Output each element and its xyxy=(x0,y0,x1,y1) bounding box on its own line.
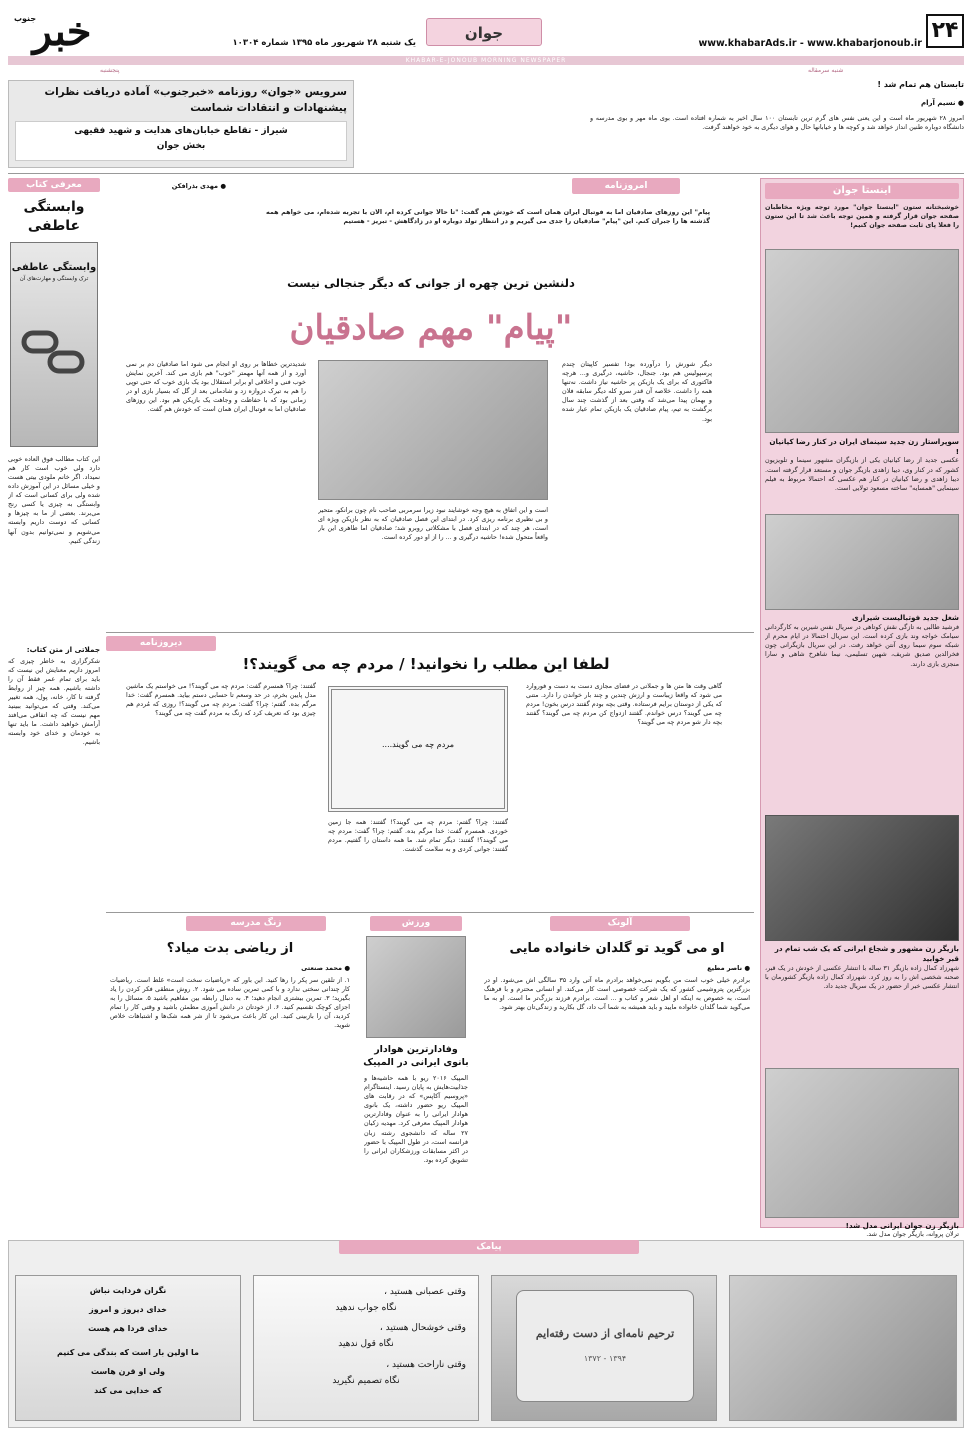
sport-body: المپیک ۲۰۱۶ ریو با همه حاشیه‌ها و جذابیت‌هایش به پایان رسید. اینستاگرام «پروسیم آکاپس» که در رقابت های المپیک ریو حضور داشته، یک بانوی هوادار ایرانی را به عنوان وفادارترین هوادار المپیک معرفی کرد. مهدیه زکیان ۲۷ ساله که دانشجوی رشته زبان فرانسه است، در طول المپیک با حضور در اکثر مسابقات ورزشکاران ایرانی را تشویق کرده بود. xyxy=(364,1074,468,1164)
school-section xyxy=(106,916,354,1232)
yesterday-headline: لطفا این مطلب را نخوانید! / مردم چه می گویند؟! xyxy=(242,655,610,673)
school-body: ۱. از تلقین سر پکر را رها کنید. این باور که «ریاضیات سخت است» غلط است. ریاضیات کار چندانی سختی ندارد و با کمی تمرین ساده می شود. ۲. روش منطقی فکر کردن را یاد بگیرید؛ ۳. تمرین بیشتری انجام دهید؛ ۴. به دنبال رابطه بین مفاهیم باشید ۵. مسائل را به اجزای کوچک تقسیم کنید. ۶. از خودتان در دانش آموزی مطمئن باشید و وقتی کار را تمام کردید، آن را بازبینی کنید. این کار باعث می‌شود تا از شر همه شک‌ها و اشتباهات خلاص شوید. xyxy=(110,976,350,1030)
school-tag: زنگ مدرسه xyxy=(186,916,326,931)
card2-line-4: وقتی ناراحت هستید ، xyxy=(386,1359,466,1370)
messages-section xyxy=(8,1240,964,1428)
divider-mid2 xyxy=(106,912,754,913)
editorial-title: تابستان هم تمام شد ! xyxy=(877,80,964,89)
today-body-mid: است و این اتفاق به هیچ وجه خوشایند نبود زیرا سرمربی صاحب نام چون برانکو، متحیر و بی نظیری برنامه ریزی کرد. در ابتدای این فصل صادقیان که به نظر بازیکن ویژه ای است، هر چند که در ابتدای فصل با مشکلاتی روبرو شد؛ صادقیان اما طاهری این بار واقعاً متحول شده! حاشیه درگیری و ... را از او دور کرده است. xyxy=(318,506,548,542)
book-quote-title: جملاتی از متن کتاب: xyxy=(26,644,100,654)
today-player-photo xyxy=(318,360,548,500)
notice-line1: سرویس «جوان» روزنامه «خبرجنوب» آماده دریافت نظرات xyxy=(44,86,347,98)
insta-intro: خوشبختانه ستون "اینستا جوان" مورد توجه ویژه مخاطبان صفحه جوان قرار گرفته و همین توجه باعث شد تا این ستون را فعلا پای ثابت صفحه جوان کنیم! xyxy=(765,203,959,230)
card1-line-0: نگران فردایت نباش xyxy=(89,1286,167,1295)
insta-photo-1 xyxy=(765,249,959,433)
yesterday-body-left: گفتند: چرا؟ همسرم گفت: مردم چه می گویند؟! می خواستم یک ماشین مدل پایین بخرم، در حد وسعم تا حسابی دستم بیاید. همسرم گفت: خدا مرگم بده. گفتم: چرا؟ گفت: مردم چه می گویند؟! روزی که مُردم هم چیزی بود که تعریف کرد که زنگ به مردم گفت چه می گویند؟ xyxy=(126,682,316,718)
card2-line-1: نگاه جواب ندهید xyxy=(335,1303,397,1314)
card2-line-2: وقتی خوشحال هستید ، xyxy=(379,1323,466,1334)
right-label: شنبه سرمقاله xyxy=(808,67,844,74)
card1-line-2: خدای فردا هم هست xyxy=(88,1323,168,1333)
card2-line-3: نگاه قول ندهید xyxy=(338,1339,394,1350)
today-author-name: مهدی بذرافکن xyxy=(171,182,219,190)
left-label: پنجشنبه xyxy=(100,67,120,74)
yesterday-frame-text: مردم چه می گویند.... xyxy=(382,740,454,749)
divider-top xyxy=(8,173,964,174)
insta-photo-2 xyxy=(765,514,959,610)
card1-line-3: ما اولین بار است که بندگی می کنیم xyxy=(57,1348,199,1358)
divider-mid1 xyxy=(106,632,754,633)
sport-section xyxy=(360,916,472,1232)
today-quote: پیام" این روزهای صادقیان اما به فوتبال ایران همان است که خودش هم گفت: "تا حالا جوانی کرده ام، الان با تجربه شده‌ام، می خواهم همه گذشته ها را جبران کنم. این "پیام" صادقیان را جدی می گیریم و در انتظار تولد دوباره او در زادگاهش - تبریز - هستیم xyxy=(266,208,710,226)
yesterday-tag: دیروزنامه xyxy=(106,636,216,651)
aloneg-author: ● ناصر مطیع xyxy=(707,964,750,972)
notice-address: شیراز - تقاطع خیابان‌های هدایت و شهید فقیهی xyxy=(74,126,288,137)
insta-item4-body: ترلان پروانه، بازیگر جوان مدل شد. xyxy=(866,1230,959,1239)
logo-text: خبر xyxy=(32,8,92,55)
website-urls[interactable]: www.khabarAds.ir - www.khabarjonoub.ir xyxy=(698,38,922,49)
sport-photo xyxy=(366,936,466,1038)
issue-date: یک شنبه ۲۸ شهریور ماه ۱۳۹۵ شماره ۱۰۳۰۴ xyxy=(232,38,416,48)
insta-item3-body: شهرزاد کمال زاده بازیگر ۳۱ ساله با انتشار عکسی از خودش در یک قبر، صحنه شخصی اش را به روز کرد. شهرزاد کمال زاده بازیگر کشورمان با انتشار عکسی خبر از حضور در یک سریال جدید داد. xyxy=(765,963,959,990)
yesterday-body-right: گاهی وقت ها متن ها و جملاتی در فضای مجازی دست به دست و فوروارد می شود که واقعا زیباست و ارزش چندین و چند بار خواندن را دارد. متنی که یکی از دوستان برایم فرستاده. وقتی بچه بودم گفتند درس بخون! مردم چه می گویند؟ درس خواندم. گفتند ازدواج کن مردم چه می گویند؟ گفتند بچه دار شو مردم چه می گویند؟ xyxy=(526,682,722,727)
message-card-4 xyxy=(729,1275,957,1421)
aloneg-headline: او می گوید تو گلدان خانواده مایی xyxy=(509,941,725,956)
notice-box xyxy=(8,80,354,168)
page-number: ۲۴ xyxy=(926,14,964,48)
insta-item4-title: بازیگر زن جوان ایرانی مدل شد! xyxy=(845,1220,959,1230)
school-headline: از ریاضی بدت میاد؟ xyxy=(166,941,294,956)
aloneg-section xyxy=(480,916,754,1232)
school-author: ● محمد صنعتی xyxy=(301,964,350,972)
insta-photo-3 xyxy=(765,815,959,941)
book-cover-sub: ترک وابستگی و مهارت‌های آن xyxy=(19,276,89,283)
notice-line2: پیشنهادات و انتقادات شماست xyxy=(190,102,347,115)
card3-years: ۱۳۷۲ - ۱۳۹۴ xyxy=(583,1353,627,1363)
aloneg-body: برادرم خیلی خوب است من بگویم نمی‌خواهد برادرم ماه آتی وارد ۳۵ سالگی اش می‌شود. او در بزرگترین پتروشیمی کشور که یک شرکت خصوصی است کار می‌کند. او انسانی محترم و با فرهنگ است، به خصوص به اینکه او اهل شعر و کتاب و ... است. برادرم فرزند بزرگ‌تر ما است. او به ما می‌گوید شما گلدان خانواده مایید و باید همیشه به شما آب داد، گل بکارید و زندگی‌تان بهتر شود. xyxy=(484,976,750,1012)
today-tag: امروزنامه xyxy=(572,178,680,194)
card1-line-1: خدای دیروز و امروز xyxy=(89,1304,167,1314)
card2-line-5: نگاه تصمیم نگیرید xyxy=(332,1375,400,1386)
messages-tag: پیامک xyxy=(339,1240,639,1254)
book-cover xyxy=(10,242,98,447)
sport-tag: ورزش xyxy=(370,916,462,931)
card2-line-0: وقتی عصبانی هستید ، xyxy=(384,1287,466,1297)
logo xyxy=(8,10,116,58)
book-tag: معرفی کتاب xyxy=(8,178,100,192)
insta-column xyxy=(760,178,964,1239)
insta-item3-title: بازیگر زن مشهور و شجاع ایرانی که یک شب تمام در قبر خوابید xyxy=(774,944,959,963)
card1-line-4: ولی او قرن هاست xyxy=(90,1367,166,1377)
insta-item2-title: شغل جدید فوتبالیست شیرازی xyxy=(852,613,959,623)
today-headline: "پیام" مهم صادقیان xyxy=(289,308,573,348)
message-card-3 xyxy=(491,1275,717,1421)
logo-sub: جنوب xyxy=(14,14,37,23)
insta-item1-title: سوپراستار زن جدید سینمای ایران در کنار رضا کیانیان ! xyxy=(769,437,959,456)
today-section xyxy=(106,178,754,626)
card3-text: ترحیم نامه‌ای از دست رفته‌ایم xyxy=(535,1327,675,1340)
book-body: این کتاب مطالب فوق العاده خوبی دارد ولی خوب است کار هم نمیداد. اگر خانم ملودی بیتی هست و خیلی مسائل در این آموزش داده شده ولی برای کسانی است که از وابستگی به چیزی یا کسی رنج می‌برند. بعضی از ما به چیزها و کسانی که دوست داریم وابسته می‌شویم و نمی‌توانیم بدون آنها زندگی کنیم. xyxy=(8,454,100,545)
editorial xyxy=(590,80,964,168)
card1-line-5: که خدایی می کند xyxy=(94,1385,162,1395)
chain-icon xyxy=(20,323,90,383)
insta-item1-body: عکسی جدید از رضا کیانیان یکی از بازیگران مشهور سینما و تلویزیون کشور که در کنار وی، دیبا زاهدی بازیگر جوان و مستعد قرار گرفته است. دیبا زاهدی و رضا کیانیان در کنار هم عکسی که احتمالا مربوط به فیلم سینمایی "همسایه" ساخته مسعود تولایی است. xyxy=(765,456,959,492)
editorial-author-name: نسیم آرام xyxy=(920,98,956,107)
yesterday-body-mid: گفتند: چرا؟ گفتم: مردم چه می گویند؟! گفتند: همه جا زمین خوردی. همسرم گفت: خدا مرگم بده. گفتم: چرا؟ گفت: مردم چه می گویند؟! گفتند: دیگر تمام شد. ما همه داستان را گفتیم. مردم گفتند: جوانی کردی و به سلامت گذشت. xyxy=(328,818,508,854)
book-cover-title: وابستگی عاطفی xyxy=(11,261,97,273)
notice-dept: بخش جوان xyxy=(156,141,206,152)
message-card-1 xyxy=(15,1275,241,1421)
today-body-right: دیگر شورش را درآورده بود! تفسیر کاپیتان چندم پرسپولیس هم بود. جنجال، حاشیه، درگیری و... هرچه فاکتوری که برای یک بازیکن پر حاشیه نیاز داشت. نه‌تنها همه را داشت. خلاصه آن قدر سرو کله دیگر سابقه فلان و بهمان پیدا می‌شد که وقتی بعد از گذشت چند سال برگشت به تیم، پیام صادقیان یک بازیکن تمام عیار شده بود. xyxy=(562,360,712,423)
section-title: جوان xyxy=(426,18,542,46)
insta-photo-4 xyxy=(765,1068,959,1218)
yesterday-section xyxy=(106,636,754,906)
card3-stone xyxy=(516,1290,694,1402)
aloneg-author-name: ناصر مطیع xyxy=(707,964,743,972)
insta-tag: اینستا جوان xyxy=(765,183,959,199)
message-card-2 xyxy=(253,1275,479,1421)
insta-item2-body: فرشید طالبی به تازگی نقش کوتاهی در سریال نفس شیرین به کارگردانی سیامک خواجه وند بازی کرده است. این سریال احتمالا در ایام محرم از شبکه سوم سیما روی آنتن خواهد رفت. در این سریال بازیگرانی چون فخرالدین صدیق شریف، شهین تسلیمی، نیما شاهرخ شاهی و سارا منجزی بازی دارند. xyxy=(765,623,959,668)
newspaper-name-strip: KHABAR-E-JONOUB MORNING NEWSPAPER xyxy=(8,56,964,65)
today-author: ● مهدی بذرافکن xyxy=(171,182,226,190)
today-body-left: شدیدترین خطاها بر روی او انجام می شود اما صادقیان دم بر نمی آورد و از همه آنها مهمتر "خوب" هم بازی می کند. آخرین نمایش خوب فنی و اخلاقی او برابر استقلال بود یک بازی خوب که حتی توپی را هم به تیرک دروازه زد و شادمانی بعد از گل که بسیار بازی او در زمانی بود که با حفاظت و وجاهت یک بازیکن هم بود. این روزهای صادقیان اما به فوتبال ایران همان است که خودش هم گفت. xyxy=(126,360,306,414)
book-quote-body: شکرگزاری به خاطر چیزی که امروز داریم معنایش این نیست که باید برای تمام عمر فقط آن را داشته باشیم. همه چیز از روابط گرفته تا کار، خانه، پول، همه تغییر می‌کند. وقتی که می‌توانید ببینید مهم نیست که چه اتفاقی می‌افتد آرامش خواهید داشت. ما باید تنها به خودمان و خدای خود وابسته باشیم. xyxy=(8,656,100,747)
school-author-name: محمد صنعتی xyxy=(301,964,343,972)
aloneg-tag: آلونک xyxy=(550,916,690,931)
sport-headline: وفادارترین هوادار بانوی ایرانی در المپیک xyxy=(363,1044,469,1068)
editorial-author: ● نسیم آرام xyxy=(920,98,964,107)
today-kicker: دلنشین ترین چهره از جوانی که دیگر جنجالی نیست xyxy=(287,276,575,290)
book-column xyxy=(8,178,100,1228)
editorial-body: امروز ۲۸ شهریور ماه است و این یعنی نفس های گرم ترین تابستان ۱۰۰ سال اخیر به شماره افتاده است. بوی ماه مهر و بوی مدرسه و دانشگاه دوباره طنین انداز خواهد شد و کوچه ها و خیابانها حال و هوای دیگری به خود خواهند گرفت. xyxy=(590,114,964,132)
yesterday-frame xyxy=(328,686,508,812)
book-title: وابستگی عاطفی xyxy=(23,199,85,234)
